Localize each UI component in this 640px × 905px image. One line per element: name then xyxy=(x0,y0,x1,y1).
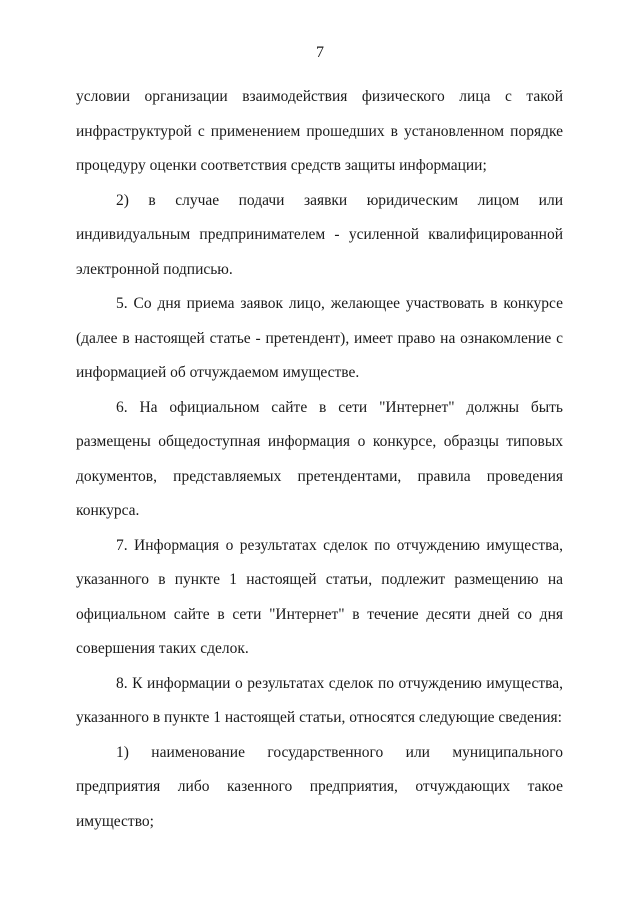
paragraph-clause-7: 7. Информация о результатах сделок по отчуждению имущества, указанного в пункте 1 настоящей статьи, подлежит размещению на официальном сайте в сети "Интернет" в течение десяти дней со дня совершения таких сделок. xyxy=(76,536,563,657)
paragraph-item-1: 1) наименование государственного или муниципального предприятия либо казенного предприятия, отчуждающих такое имущество; xyxy=(76,743,563,830)
paragraph-item-2: 2) в случае подачи заявки юридическим лицом или индивидуальным предпринимателем - усиленной квалифицированной электронной подписью. xyxy=(76,191,563,278)
page-number: 7 xyxy=(316,44,324,61)
paragraph-continuation: условии организации взаимодействия физического лица с такой инфраструктурой с применением прошедших в установленном порядке процедуру оценки соответствия средств защиты информации; xyxy=(76,88,563,174)
paragraph-clause-6: 6. На официальном сайте в сети "Интернет" должны быть размещены общедоступная информация о конкурсе, образцы типовых документов, представляемых претендентами, правила проведения конкурса. xyxy=(76,398,563,519)
paragraph-clause-5: 5. Со дня приема заявок лицо, желающее участвовать в конкурсе (далее в настоящей статье - претендент), имеет право на ознакомление с информацией об отчуждаемом имуществе. xyxy=(76,295,563,381)
document-body xyxy=(76,80,563,839)
paragraph-clause-8: 8. К информации о результатах сделок по отчуждению имущества, указанного в пункте 1 настоящей статьи, относятся следующие сведения: xyxy=(76,674,563,726)
